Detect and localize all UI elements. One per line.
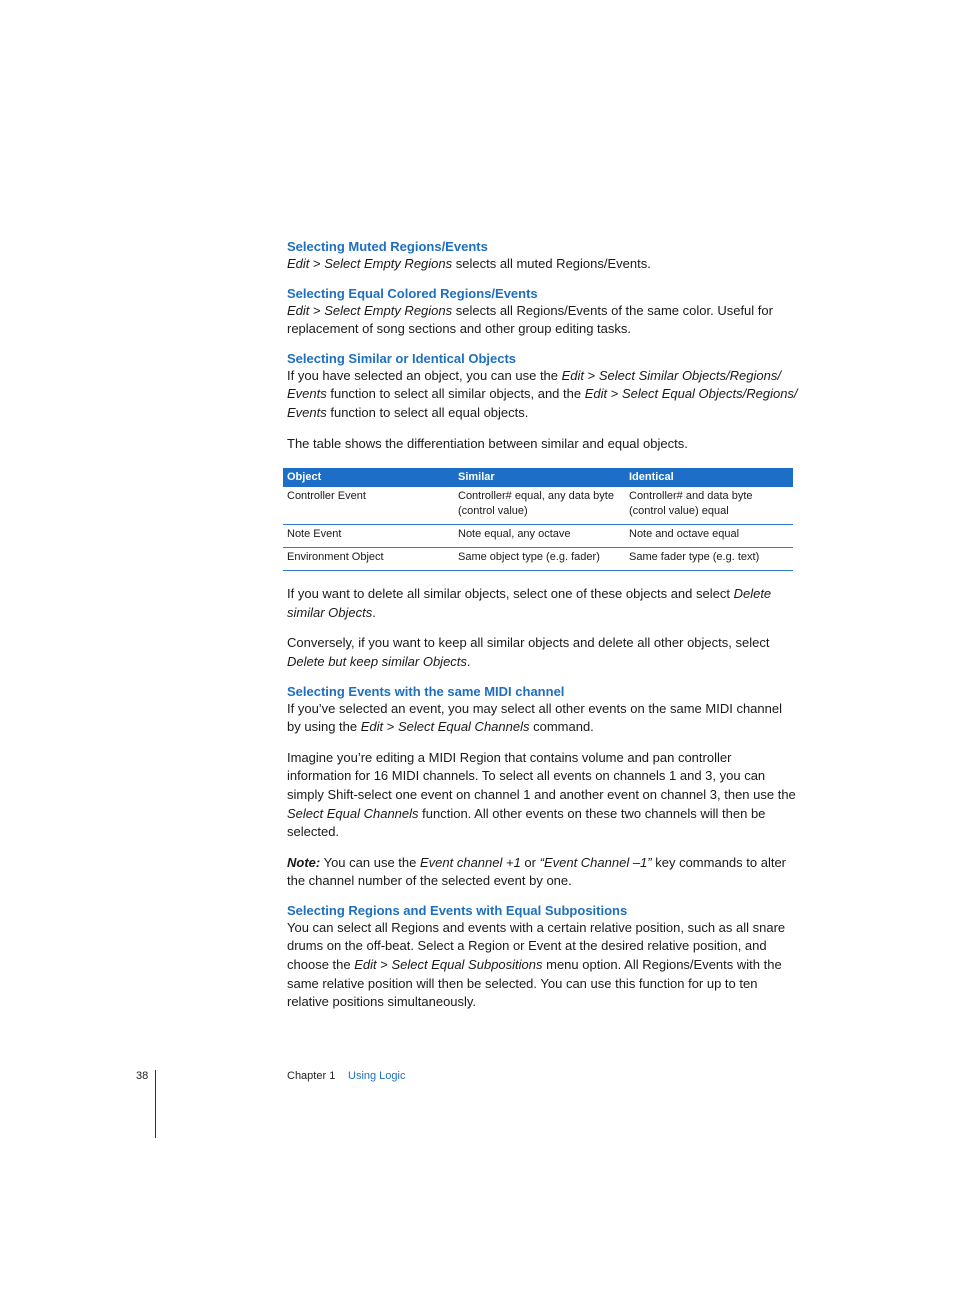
chapter-name-link[interactable]: Using Logic: [348, 1070, 406, 1082]
footer-divider: [155, 1070, 156, 1138]
paragraph-table-intro: The table shows the differentiation between similar and equal objects.: [287, 435, 688, 451]
table-header-row: [283, 468, 793, 487]
table-row: [283, 525, 793, 548]
paragraph-delete-similar: If you want to delete all similar objects, select one of these objects and select Delete similar Objects.: [287, 586, 772, 620]
chapter-label: Chapter 1: [287, 1070, 336, 1082]
table-cell: Note and octave equal: [625, 525, 793, 548]
table-cell: Note equal, any octave: [454, 525, 625, 548]
note-label: Note:: [287, 854, 321, 870]
table-cell: Same fader type (e.g. text): [625, 548, 793, 571]
page-number: 38: [136, 1070, 149, 1082]
table-cell: Controller Event: [283, 487, 454, 525]
paragraph-similar: If you have selected an object, you can use the Edit > Select Similar Objects/Regions/ Events function to select all similar objects, and the Edit > Select Equal Objects/Regions/ Events function to select all equal objects.: [287, 367, 798, 420]
paragraph-subpositions: You can select all Regions and events with a certain relative position, such as all snare drums on the off-beat. Select a Region or Event at the desired relative position, and choose the Edit > Select Equal Subpositions menu option. All Regions/Events with the same relative position will then be selected. You can use this function for up to ten relative positions simultaneously.: [287, 919, 786, 1010]
paragraph-keep-similar: Conversely, if you want to keep all similar objects and delete all other objects, select Delete but keep similar Objects.: [287, 635, 770, 669]
paragraph-note: Note: You can use the Event channel +1 or “Event Channel –1” key commands to alter the channel number of the selected event by one.: [287, 854, 787, 889]
section-heading-subpositions: Selecting Regions and Events with Equal Subpositions: [287, 902, 628, 918]
table-row: [283, 487, 793, 525]
page-content: [287, 238, 799, 1012]
table-row: [283, 548, 793, 571]
table-cell: Same object type (e.g. fader): [454, 548, 625, 571]
paragraph-midi-2: Imagine you’re editing a MIDI Region that contains volume and pan controller information for 16 MIDI channels. To select all events on channels 1 and 3, you can simply Shift-select one event on channel 1 and another event on channel 3, then use the Select Equal Channels function. All other events on these two channels will then be selected.: [287, 749, 796, 840]
paragraph-midi-1: If you’ve selected an event, you may select all other events on the same MIDI channel by using the Edit > Select Equal Channels command.: [287, 700, 782, 735]
section-heading-similar: Selecting Similar or Identical Objects: [287, 350, 517, 366]
table-header-identical: Identical: [625, 468, 793, 487]
section-heading-midi: Selecting Events with the same MIDI channel: [287, 683, 565, 699]
table-cell: Controller# equal, any data byte (control value): [454, 487, 625, 525]
table-cell: Note Event: [283, 525, 454, 548]
table-header-similar: Similar: [454, 468, 625, 487]
paragraph-muted: Edit > Select Empty Regions selects all muted Regions/Events.: [287, 256, 651, 271]
section-heading-colored: Selecting Equal Colored Regions/Events: [287, 285, 538, 301]
section-heading-muted: Selecting Muted Regions/Events: [287, 239, 488, 254]
table-cell: Controller# and data byte (control value) equal: [625, 487, 793, 525]
table-cell: Environment Object: [283, 548, 454, 571]
table-header-object: Object: [283, 468, 454, 487]
comparison-table: [283, 468, 793, 571]
paragraph-colored: Edit > Select Empty Regions selects all Regions/Events of the same color. Useful for replacement of song sections and other group editing tasks.: [287, 302, 773, 337]
